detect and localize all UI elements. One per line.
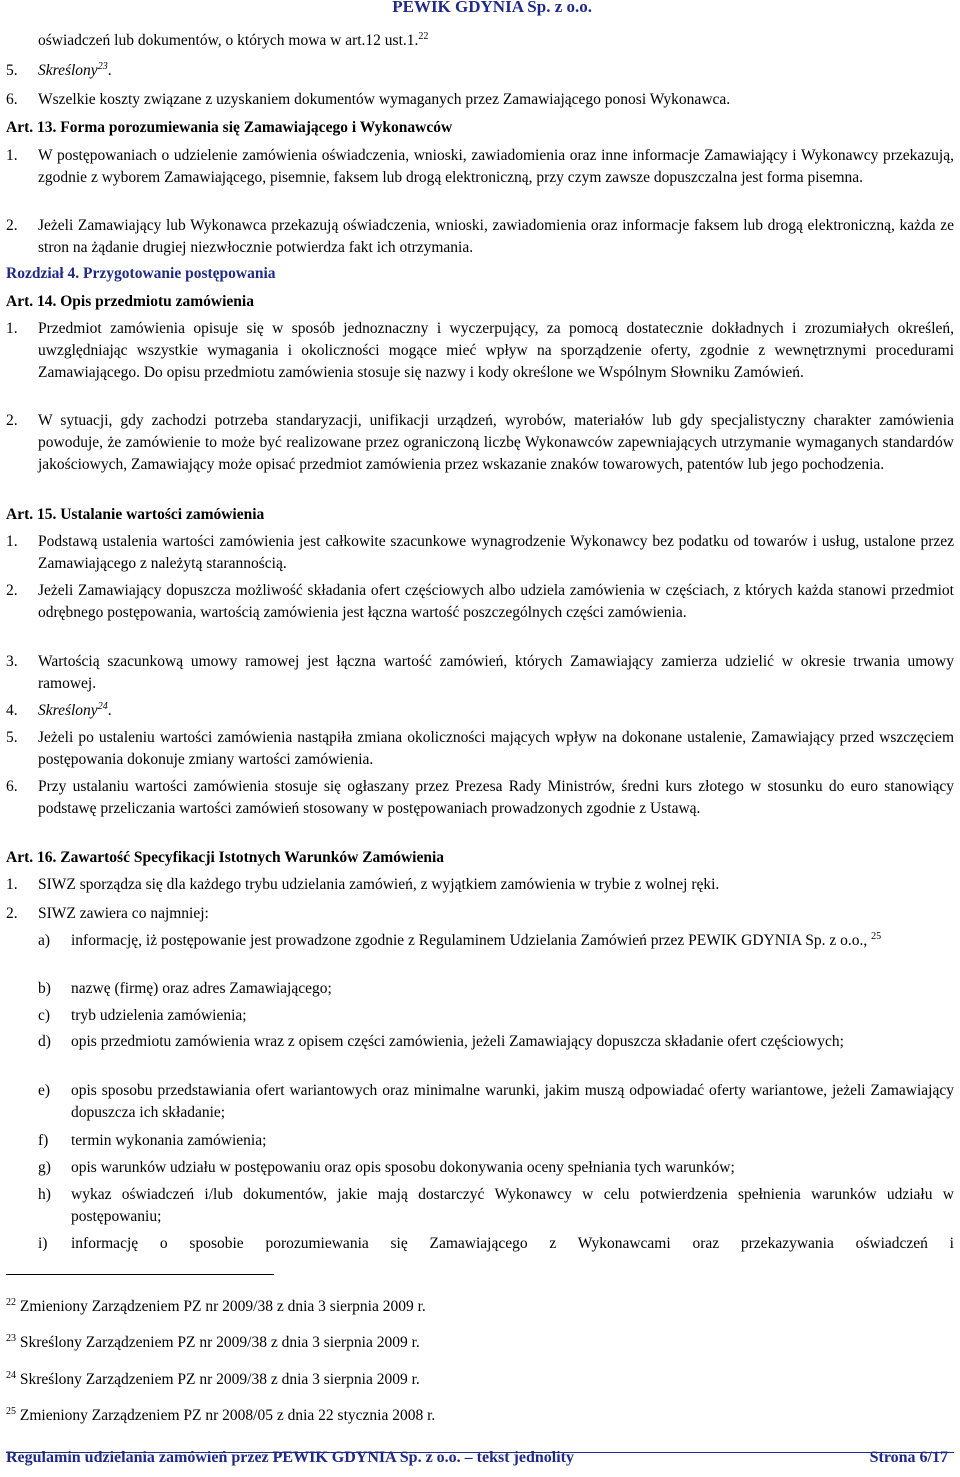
footnote-text: Zmieniony Zarządzeniem PZ nr 2009/38 z dnia 3 sierpnia 2009 r. — [19, 1298, 426, 1315]
art16-paragraph-2: SIWZ zawiera co najmniej: — [38, 905, 209, 922]
item-number: 4. — [6, 702, 18, 719]
siwz-item-i: informację o sposobie porozumiewania się Zamawiającego z Wykonawcami oraz przekazywania oświadczeń i — [71, 1235, 954, 1252]
item-number: 3. — [6, 653, 18, 670]
item-letter: a) — [38, 932, 51, 949]
header-company: PEWIK GDYNIA Sp. z o.o. — [392, 0, 592, 16]
footnote-ref: 24 — [97, 700, 108, 712]
struck-text: Skreślony — [38, 62, 98, 79]
costs-item: Wszelkie koszty związane z uzyskaniem dokumentów wymaganych przez Zamawiającego ponosi Wykonawca. — [38, 91, 731, 108]
art14-paragraph-2: W sytuacji, gdy zachodzi potrzeba standaryzacji, unifikacji urządzeń, wyrobów, materiałów lub gdy specjalistyczny charakter zamówienia powoduje, że zamówienie to może być realizowane przez ograniczoną liczbę Wykonawców zapewniających utrzymanie wymaganych standardów jakościowych, Zamawiający może opisać przedmiot zamówienia przez wskazanie znaków towarowych, patentów lub jego pochodzenia. — [38, 412, 954, 473]
siwz-item-b: nazwę (firmę) oraz adres Zamawiającego; — [71, 980, 332, 997]
item-number: 2. — [6, 217, 18, 234]
period: . — [107, 62, 112, 79]
footnote-number: 22 — [6, 1296, 16, 1308]
item-number: 1. — [6, 876, 18, 893]
art13-paragraph-2: Jeżeli Zamawiający lub Wykonawca przekazują oświadczenia, wnioski, zawiadomienia oraz informacje faksem lub drogą elektroniczną, każda ze stron na żądanie drugiej niezwłocznie potwierdza fakt ich otrzymania. — [38, 217, 954, 256]
item-letter: b) — [38, 980, 51, 997]
art16-title: Art. 16. Zawartość Specyfikacji Istotnych Warunków Zamówienia — [6, 849, 445, 866]
footer-title: Regulamin udzielania zamówień przez PEWIK GDYNIA Sp. z o.o. – tekst jednolity — [6, 1449, 574, 1466]
item-letter: i) — [38, 1235, 48, 1252]
siwz-item-c: tryb udzielenia zamówienia; — [71, 1007, 247, 1024]
siwz-item-g: opis warunków udziału w postępowaniu oraz opis sposobu dokonywania oceny spełniania tych warunków; — [71, 1159, 735, 1176]
period: . — [107, 702, 112, 719]
item-number: 6. — [6, 91, 18, 108]
siwz-item-h: wykaz oświadczeń i/lub dokumentów, jakie mają dostarczyć Wykonawcy w celu potwierdzenia spełnienia warunków udziału w postępowaniu; — [71, 1186, 954, 1225]
art15-paragraph-1: Podstawą ustalenia wartości zamówienia jest całkowite szacunkowe wynagrodzenie Wykonawcy bez podatku od towarów i usług, ustalone przez Zamawiającego z należytą starannością. — [38, 533, 954, 572]
siwz-item-text: informację, iż postępowanie jest prowadzone zgodnie z Regulaminem Udzielania Zamówień przez PEWIK GDYNIA Sp. z o.o., — [71, 932, 868, 949]
page-number: Strona 6/17 — [869, 1449, 948, 1466]
item-number: 5. — [6, 729, 18, 746]
item-letter: e) — [38, 1082, 51, 1099]
item-number: 1. — [6, 147, 18, 164]
art14-paragraph-1: Przedmiot zamówienia opisuje się w sposób jednoznaczny i wyczerpujący, za pomocą dostatecznie dokładnych i zrozumiałych określeń, uwzględniając wszystkie wymagania i okoliczności mogące mieć wpływ na sporządzenie oferty, zgodnie z wewnętrznymi procedurami Zamawiającego. Do opisu przedmiotu zamówienia stosuje się nazwy i kody określone we Wspólnym Słowniku Zamówień. — [38, 320, 954, 381]
item-letter: c) — [38, 1007, 51, 1024]
continuation-text: oświadczeń lub dokumentów, o których mowa w art.12 ust.1. — [38, 32, 419, 49]
footnote-text: Skreślony Zarządzeniem PZ nr 2009/38 z dnia 3 sierpnia 2009 r. — [19, 1334, 420, 1351]
item-number: 1. — [6, 533, 18, 550]
item-letter: d) — [38, 1033, 51, 1050]
continuation-line — [38, 30, 428, 52]
chapter-title: Rozdział 4. Przygotowanie postępowania — [6, 265, 276, 282]
item-number: 5. — [6, 62, 18, 79]
footnote-text: Skreślony Zarządzeniem PZ nr 2009/38 z dnia 3 sierpnia 2009 r. — [19, 1371, 420, 1388]
footnote-ref: 23 — [97, 60, 108, 72]
art13-title: Art. 13. Forma porozumiewania się Zamawiającego i Wykonawców — [6, 119, 453, 136]
siwz-item-d: opis przedmiotu zamówienia wraz z opisem części zamówienia, jeżeli Zamawiający dopuszcza składanie ofert częściowych; — [71, 1033, 844, 1050]
footnote — [6, 1297, 426, 1317]
item-letter: h) — [38, 1186, 51, 1203]
item-number: 2. — [6, 412, 18, 429]
art16-paragraph-1: SIWZ sporządza się dla każdego trybu udzielania zamówień, z wyjątkiem zamówienia w trybie z wolnej ręki. — [38, 876, 720, 893]
art15-paragraph-3: Wartością szacunkową umowy ramowej jest łączna wartość zamówień, których Zamawiający zamierza udzielić w okresie trwania umowy ramowej. — [38, 653, 954, 692]
art15-paragraph-5: Jeżeli po ustaleniu wartości zamówienia nastąpiła zmiana okoliczności mających wpływ na dokonane ustalenie, Zamawiający przed wszczęciem postępowania dokonuje zmiany wartości zamówienia. — [38, 729, 954, 768]
item-number: 2. — [6, 582, 18, 599]
siwz-item-f: termin wykonania zamówienia; — [71, 1132, 267, 1149]
item-letter: g) — [38, 1159, 51, 1176]
footnote-ref: 22 — [418, 30, 429, 42]
item-number: 1. — [6, 320, 18, 337]
art14-title: Art. 14. Opis przedmiotu zamówienia — [6, 293, 254, 310]
item-number: 2. — [6, 905, 18, 922]
footnote-separator — [6, 1274, 274, 1275]
item-letter: f) — [38, 1132, 49, 1149]
footnote — [6, 1406, 435, 1426]
footnote-number: 24 — [6, 1369, 16, 1381]
footnote — [6, 1370, 420, 1390]
footnote-ref: 25 — [871, 930, 882, 942]
siwz-item-e: opis sposobu przedstawiania ofert wariantowych oraz minimalne warunki, jakim muszą odpowiadać oferty wariantowe, jeżeli Zamawiający dopuszcza ich składanie; — [71, 1082, 954, 1121]
art15-paragraph-6: Przy ustalaniu wartości zamówienia stosuje się ogłaszany przez Prezesa Rady Ministrów, średni kurs złotego w stosunku do euro stanowiący podstawę przeliczania wartości zamówień stosowany w postępowaniach prowadzonych zgodnie z Ustawą. — [38, 778, 954, 817]
art15-title: Art. 15. Ustalanie wartości zamówienia — [6, 506, 265, 523]
art15-paragraph-4 — [38, 700, 112, 722]
item-number: 6. — [6, 778, 18, 795]
footnote-number: 25 — [6, 1405, 16, 1417]
struck-item — [38, 60, 112, 82]
struck-text: Skreślony — [38, 702, 98, 719]
siwz-item-a — [71, 930, 954, 952]
footnote — [6, 1333, 420, 1353]
footnote-number: 23 — [6, 1332, 16, 1344]
footnote-text: Zmieniony Zarządzeniem PZ nr 2008/05 z dnia 22 stycznia 2008 r. — [19, 1407, 436, 1424]
art15-paragraph-2: Jeżeli Zamawiający dopuszcza możliwość składania ofert częściowych albo udziela zamówienia w częściach, z których każda stanowi przedmiot odrębnego postępowania, wartością zamówienia jest łączna wartość poszczególnych części zamówienia. — [38, 582, 954, 621]
art13-paragraph-1: W postępowaniach o udzielenie zamówienia oświadczenia, wnioski, zawiadomienia oraz inne informacje Zamawiający i Wykonawcy przekazują, zgodnie z wyborem Zamawiającego, pisemnie, faksem lub drogą elektroniczną, przy czym zawsze dopuszczalna jest forma pisemna. — [38, 147, 954, 186]
